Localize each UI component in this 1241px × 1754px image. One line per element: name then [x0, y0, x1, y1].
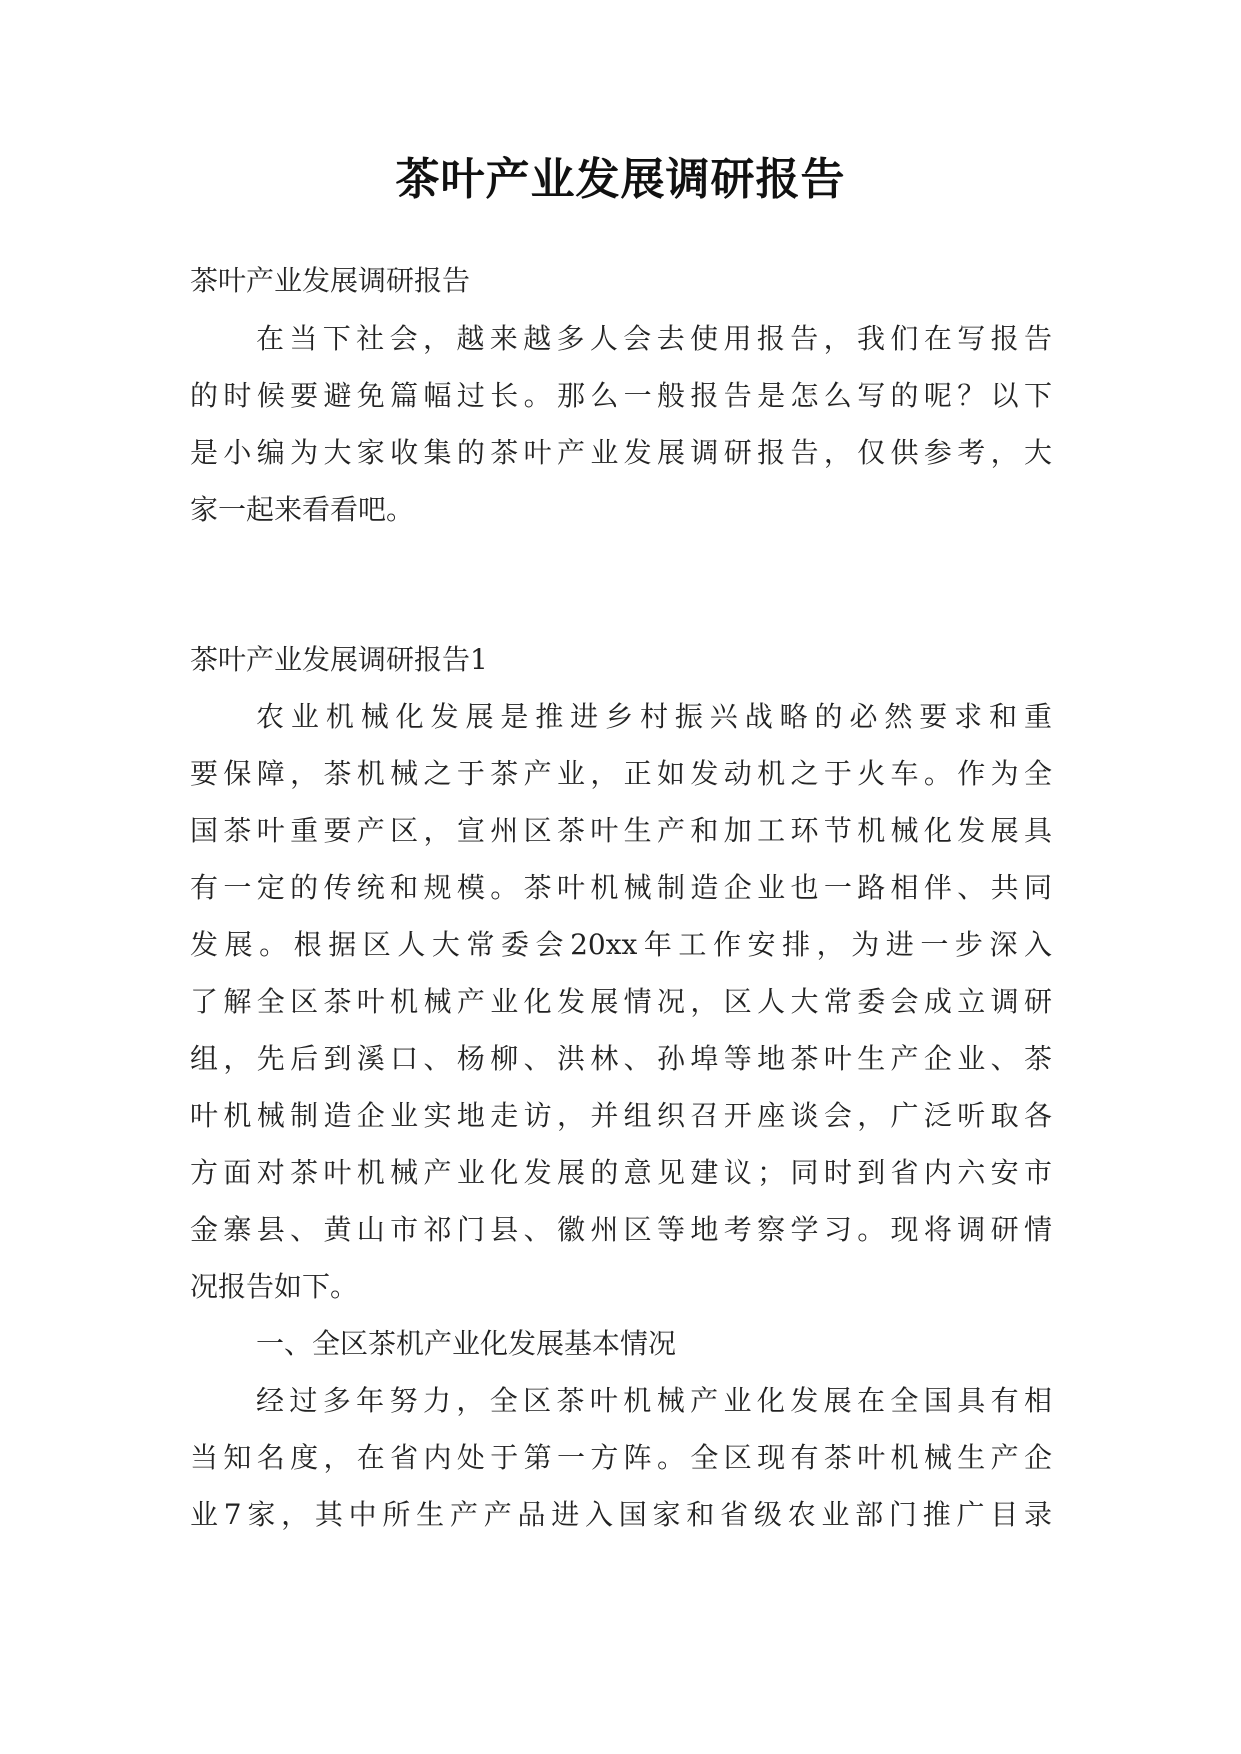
intro-paragraph-line: 的时候要避免篇幅过长。那么一般报告是怎么写的呢？以下: [190, 379, 1052, 412]
report-paragraph-line: 叶机械制造企业实地走访，并组织召开座谈会，广泛听取各: [190, 1099, 1052, 1132]
report-paragraph-line: 农业机械化发展是推进乡村振兴战略的必然要求和重: [256, 700, 1052, 733]
report-paragraph-line: 况报告如下。: [190, 1270, 359, 1303]
document-title: 茶叶产业发展调研报告: [395, 154, 846, 205]
intro-paragraph-line: 家一起来看看吧。: [190, 493, 415, 526]
intro-subtitle: 茶叶产业发展调研报告: [190, 264, 471, 297]
report-paragraph-line: 国茶叶重要产区，宣州区茶叶生产和加工环节机械化发展具: [190, 814, 1052, 847]
report-paragraph-line: 方面对茶叶机械产业化发展的意见建议；同时到省内六安市: [190, 1156, 1052, 1189]
report-paragraph-line: 金寨县、黄山市祁门县、徽州区等地考察学习。现将调研情: [190, 1213, 1052, 1246]
report-paragraph-line: 了解全区茶叶机械产业化发展情况，区人大常委会成立调研: [190, 985, 1052, 1018]
intro-paragraph-line: 是小编为大家收集的茶叶产业发展调研报告，仅供参考，大: [190, 436, 1052, 469]
section-paragraph-line: 经过多年努力，全区茶叶机械产业化发展在全国具有相: [256, 1384, 1052, 1417]
intro-paragraph-line: 在当下社会，越来越多人会去使用报告，我们在写报告: [256, 322, 1052, 355]
report-paragraph-line: 有一定的传统和规模。茶叶机械制造企业也一路相伴、共同: [190, 871, 1052, 904]
section-heading: 一、全区茶机产业化发展基本情况: [256, 1327, 677, 1360]
report-paragraph-line: 发展。根据区人大常委会20xx年工作安排，为进一步深入: [190, 928, 1052, 961]
section-paragraph-line: 当知名度，在省内处于第一方阵。全区现有茶叶机械生产企: [190, 1441, 1052, 1474]
section-paragraph-line: 业7家，其中所生产产品进入国家和省级农业部门推广目录: [190, 1498, 1052, 1531]
report-heading: 茶叶产业发展调研报告1: [190, 643, 488, 676]
report-paragraph-line: 要保障，茶机械之于茶产业，正如发动机之于火车。作为全: [190, 757, 1052, 790]
report-paragraph-line: 组，先后到溪口、杨柳、洪林、孙埠等地茶叶生产企业、茶: [190, 1042, 1052, 1075]
